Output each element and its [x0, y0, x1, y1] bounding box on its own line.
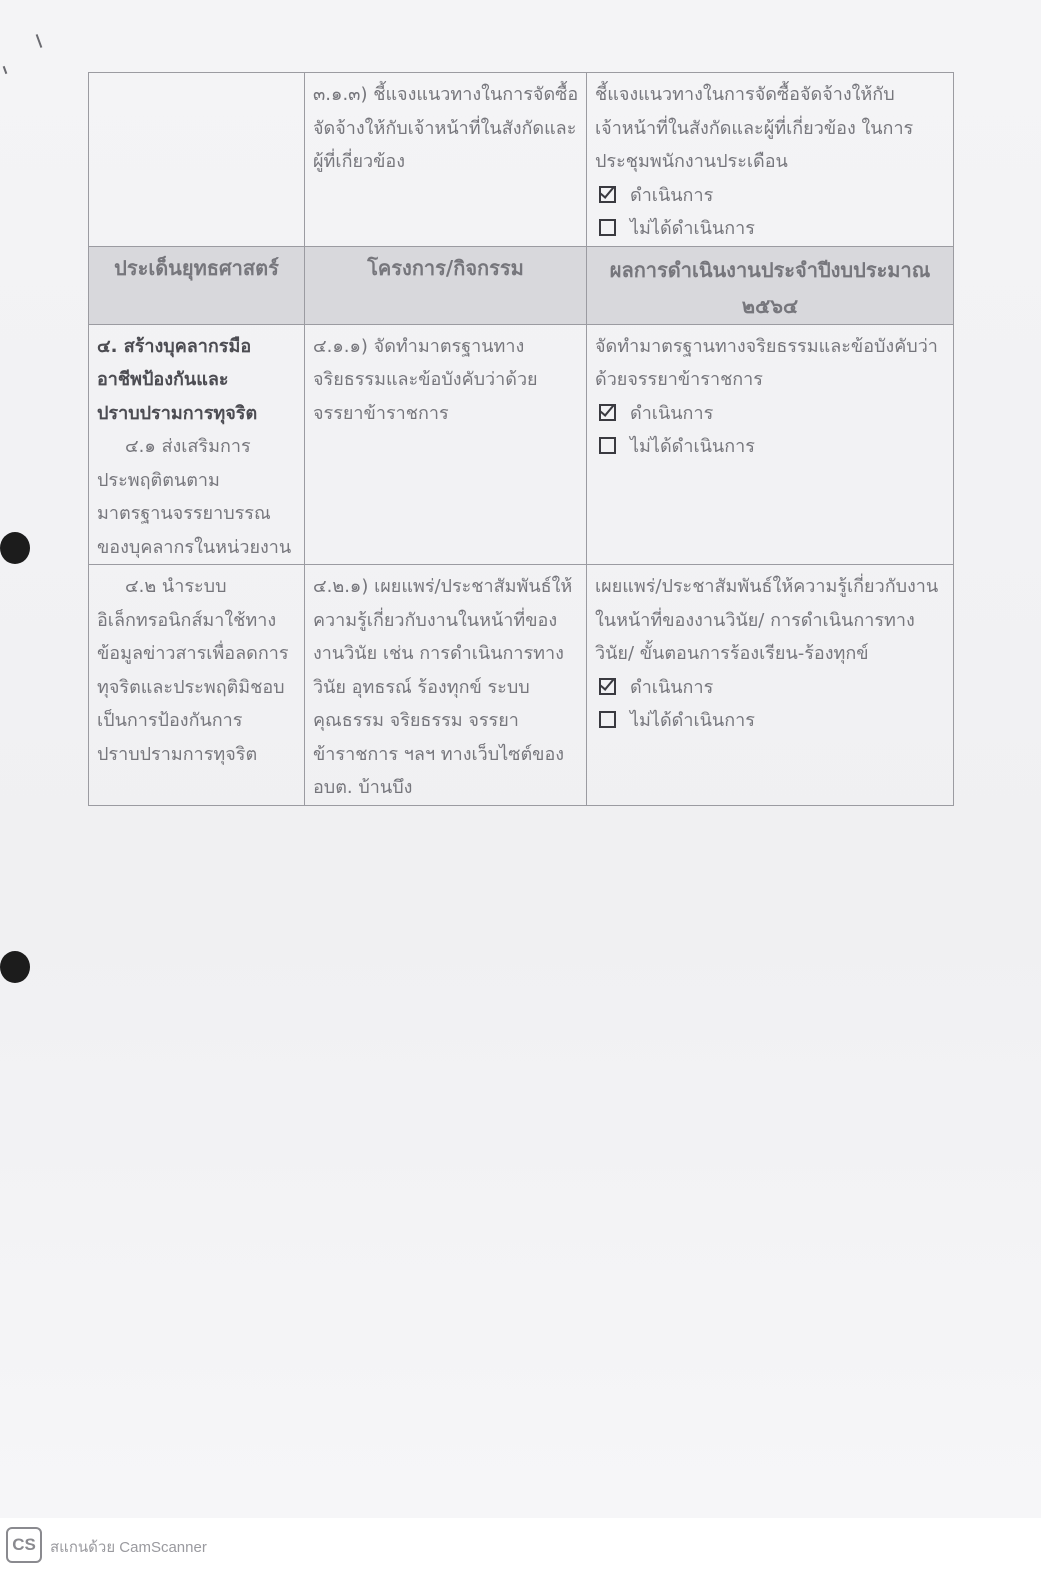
checked-checkbox-icon — [599, 678, 616, 695]
header-project: โครงการ/กิจกรรม — [305, 246, 587, 324]
option-done: ดำเนินการ — [595, 671, 945, 705]
result-cell: จัดทำมาตรฐานทางจริยธรรมและข้อบังคับว่า ด้วยจรรยาข้าราชการ ดำเนินการ ไม่ได้ดำเนินการ — [587, 324, 954, 565]
camscanner-logo-icon: CS — [6, 1527, 42, 1563]
option-not-done: ไม่ได้ดำเนินการ — [595, 212, 945, 246]
table-row-top — [89, 73, 954, 247]
pen-mark — [3, 66, 8, 74]
project-cell: ๔.๒.๑) เผยแพร่/ประชาสัมพันธ์ให้ ความรู้เกี่ยวกับงานในหน้าที่ของ งานวินัย เช่น การดำเนินการทาง วินัย อุทธรณ์ ร้องทุกข์ ระบบ คุณธรรม จริยธรรม จรรยา ข้าราชการ ฯลฯ ทางเว็บไซต์ของ อบต. บ้านบึง — [305, 565, 587, 806]
punch-hole — [0, 532, 30, 564]
option-done: ดำเนินการ — [595, 397, 945, 431]
table-row-4-2 — [89, 565, 954, 806]
result-cell: ชี้แจงแนวทางในการจัดซื้อจัดจ้างให้กับ เจ้าหน้าที่ในสังกัดและผู้ที่เกี่ยวข้อง ในการ ประชุมพนักงานประเดือน ดำเนินการ ไม่ได้ดำเนินการ — [587, 73, 954, 247]
project-cell: ๓.๑.๓) ชี้แจงแนวทางในการจัดซื้อ จัดจ้างให้กับเจ้าหน้าที่ในสังกัดและ ผู้ที่เกี่ยวข้อง — [305, 73, 587, 247]
table-row-4-1 — [89, 324, 954, 565]
punch-hole — [0, 951, 30, 983]
unchecked-checkbox-icon — [599, 219, 616, 236]
option-not-done: ไม่ได้ดำเนินการ — [595, 704, 945, 738]
strategy-table — [88, 72, 954, 806]
unchecked-checkbox-icon — [599, 437, 616, 454]
option-done: ดำเนินการ — [595, 179, 945, 213]
checked-checkbox-icon — [599, 404, 616, 421]
strategy-cell-empty — [89, 73, 305, 247]
unchecked-checkbox-icon — [599, 711, 616, 728]
strategy-cell: ๔. สร้างบุคลากรมือ อาชีพป้องกันและ ปราบปรามการทุจริต ๔.๑ ส่งเสริมการ ประพฤติตนตาม มาตรฐานจรรยาบรรณ ของบุคลากรในหน่วยงาน — [89, 324, 305, 565]
option-not-done: ไม่ได้ดำเนินการ — [595, 430, 945, 464]
scanner-footer — [0, 1518, 1041, 1572]
pen-mark — [36, 34, 43, 48]
strategy-cell: ๔.๒ นำระบบ อิเล็กทรอนิกส์มาใช้ทาง ข้อมูลข่าวสารเพื่อลดการ ทุจริตและประพฤติมิชอบ เป็นการป้องกันการ ปราบปรามการทุจริต — [89, 565, 305, 806]
table-header-row — [89, 246, 954, 324]
header-strategy: ประเด็นยุทธศาสตร์ — [89, 246, 305, 324]
project-cell: ๔.๑.๑) จัดทำมาตรฐานทาง จริยธรรมและข้อบังคับว่าด้วย จรรยาข้าราชการ — [305, 324, 587, 565]
header-result: ผลการดำเนินงานประจำปีงบประมาณ ๒๕๖๔ — [587, 246, 954, 324]
scanner-watermark-text: สแกนด้วย CamScanner — [50, 1539, 207, 1556]
result-cell: เผยแพร่/ประชาสัมพันธ์ให้ความรู้เกี่ยวกับงาน ในหน้าที่ของงานวินัย/ การดำเนินการทาง วินัย/ ขั้นตอนการร้องเรียน-ร้องทุกข์ ดำเนินการ ไม่ได้ดำเนินการ — [587, 565, 954, 806]
checked-checkbox-icon — [599, 186, 616, 203]
